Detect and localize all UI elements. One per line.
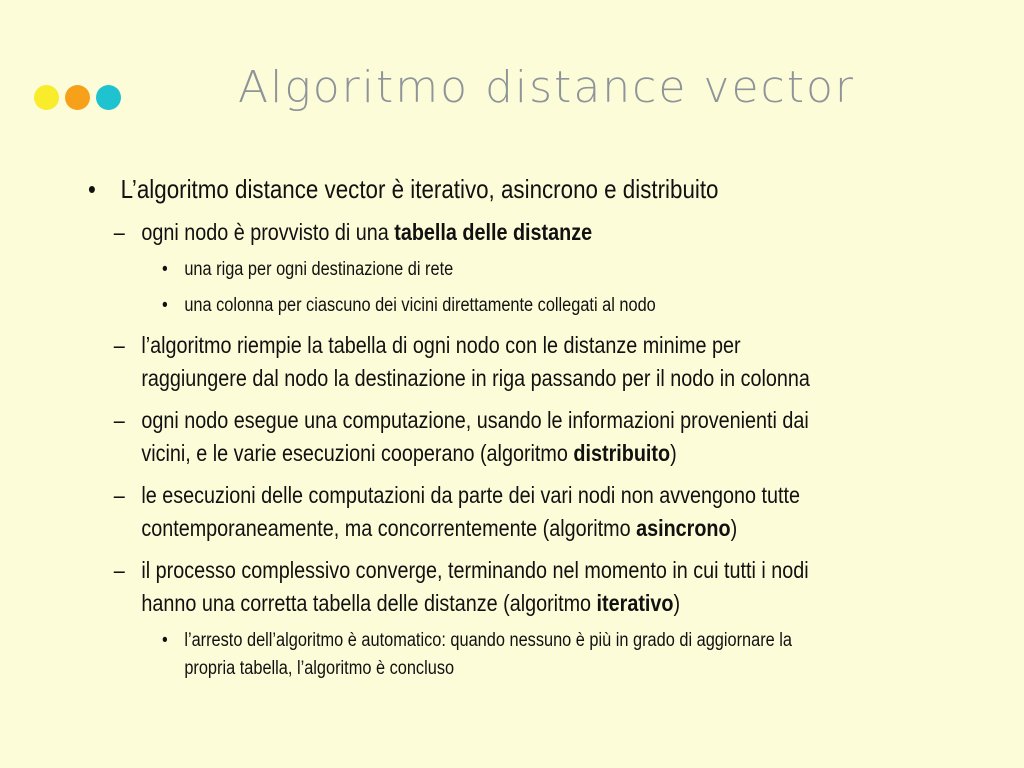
sub-sub-bullet <box>88 627 845 683</box>
sub-bullet-list <box>88 216 845 683</box>
teal-dot <box>96 85 121 110</box>
dash-marker: – <box>113 332 125 358</box>
bullet-list <box>88 172 845 683</box>
sub-bullet-close: ) <box>673 590 681 616</box>
main-bullet-text: L’algoritmo distance vector è iterativo, asincrono e distribuito <box>120 174 719 204</box>
sub-bullet-text: l’algoritmo riempie la tabella di ogni nodo con le distanze minime per raggiungere dal nodo la destinazione in riga passando per il nodo in colonna <box>141 332 810 391</box>
yellow-dot <box>34 85 59 110</box>
sub-bullet-iterative <box>88 554 845 683</box>
dash-marker: – <box>113 219 125 245</box>
sub-sub-list <box>88 256 845 320</box>
bullet-marker: • <box>161 259 168 280</box>
sub-bullet-distributed <box>88 404 845 470</box>
sub-sub-bullet-text: una colonna per ciascuno dei vicini direttamente collegati al nodo <box>184 295 656 316</box>
slide-body <box>88 172 845 692</box>
sub-bullet-bold: iterativo <box>596 590 674 616</box>
sub-bullet-fill <box>88 329 845 395</box>
slide-title: Algoritmo distance vector <box>238 62 855 113</box>
sub-bullet-bold: distribuito <box>573 440 671 466</box>
bullet-marker: • <box>161 630 168 651</box>
dash-marker: – <box>113 557 125 583</box>
sub-bullet-close: ) <box>730 515 738 541</box>
decorative-dots <box>34 85 121 110</box>
dash-marker: – <box>113 407 125 433</box>
sub-sub-list <box>88 627 845 683</box>
sub-sub-bullet <box>88 256 845 284</box>
bullet-marker: • <box>161 295 168 316</box>
sub-bullet-text: ogni nodo è provvisto di una <box>141 219 395 245</box>
sub-bullet-bold: tabella delle distanze <box>394 219 593 245</box>
sub-bullet-text: le esecuzioni delle computazioni da parte dei vari nodi non avvengono tutte contemporaneamente, ma concorrentemente (algoritmo <box>141 482 800 541</box>
sub-bullet-text: il processo complessivo converge, terminando nel momento in cui tutti i nodi hanno una corretta tabella delle distanze (algoritmo <box>141 557 809 616</box>
dash-marker: – <box>113 482 125 508</box>
main-bullet <box>88 172 845 683</box>
sub-sub-bullet-text: l’arresto dell’algoritmo è automatico: quando nessuno è più in grado di aggiornare la propria tabella, l’algoritmo è concluso <box>184 630 793 679</box>
sub-bullet-async <box>88 479 845 545</box>
sub-bullet-bold: asincrono <box>636 515 731 541</box>
sub-bullet-text: ogni nodo esegue una computazione, usando le informazioni provenienti dai vicini, e le varie esecuzioni cooperano (algoritmo <box>141 407 809 466</box>
orange-dot <box>65 85 90 110</box>
bullet-marker: • <box>88 174 96 204</box>
sub-bullet-close: ) <box>670 440 677 466</box>
sub-bullet-table <box>88 216 845 320</box>
sub-sub-bullet <box>88 292 845 320</box>
sub-sub-bullet-text: una riga per ogni destinazione di rete <box>184 259 454 280</box>
